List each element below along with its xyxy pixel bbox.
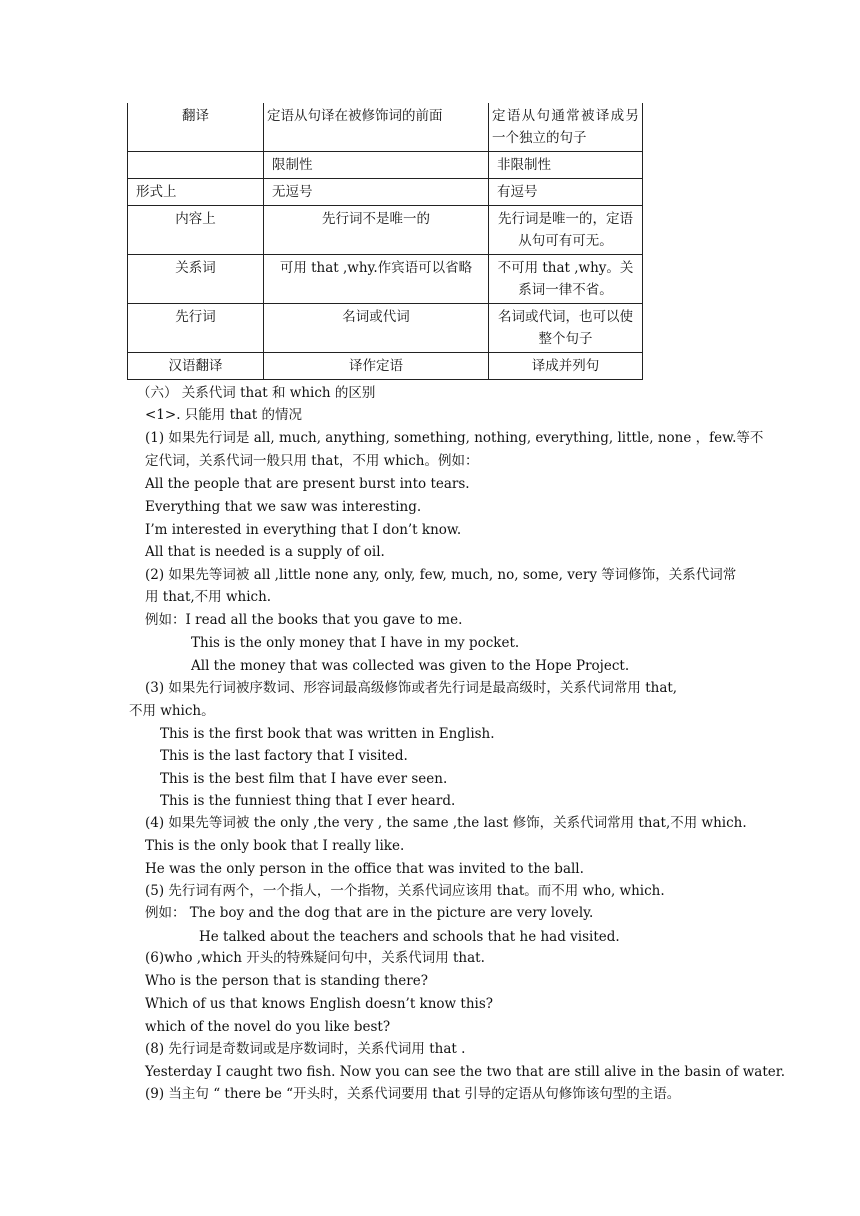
table-cell: 非限制性 xyxy=(489,152,643,179)
example-line: 例如：I read all the books that you gave to me. xyxy=(145,612,463,628)
table-cell: 定语从句译在被修饰词的前面 xyxy=(264,103,489,152)
table-cell: 定语从句通常被译成另一个独立的句子 xyxy=(489,103,643,152)
example-line: Everything that we saw was interesting. xyxy=(145,499,422,515)
subsection-heading: <1>. 只能用 that 的情况 xyxy=(145,407,302,423)
table-cell: 译成并列句 xyxy=(489,353,643,380)
table-cell: 内容上 xyxy=(128,206,264,255)
rule-line: (2) 如果先等词被 all ,little none any, only, few, much, no, some, very 等词修饰，关系代词常 xyxy=(145,567,737,583)
table-row xyxy=(128,103,643,152)
table-cell: 先行词是唯一的，定语从句可有可无。 xyxy=(489,206,643,255)
example-line: Who is the person that is standing there? xyxy=(145,973,428,989)
section-heading: （六） 关系代词 that 和 which 的区别 xyxy=(137,385,376,401)
example-line: 例如： The boy and the dog that are in the picture are very lovely. xyxy=(145,905,594,921)
rule-line: (3) 如果先行词被序数词、形容词最高级修饰或者先行词是最高级时，关系代词常用 that, xyxy=(145,680,678,696)
table-row xyxy=(128,206,643,255)
rule-line: (1) 如果先行词是 all, much, anything, something, nothing, everything, little, none ，few.等不 xyxy=(145,430,764,446)
table-cell: 形式上 xyxy=(128,179,264,206)
rule-line: (8) 先行词是奇数词或是序数词时，关系代词用 that . xyxy=(145,1041,466,1057)
table-cell: 不可用 that ,why。关系词一律不省。 xyxy=(489,255,643,304)
table-cell: 可用 that ,why.作宾语可以省略 xyxy=(264,255,489,304)
example-line: All the people that are present burst into tears. xyxy=(145,476,470,492)
table-cell: 名词或代词 xyxy=(264,304,489,353)
table-cell: 名词或代词，也可以使整个句子 xyxy=(489,304,643,353)
example-line: This is the only money that I have in my pocket. xyxy=(191,635,520,651)
example-line: I’m interested in everything that I don’t know. xyxy=(145,522,462,538)
rule-line: (5) 先行词有两个，一个指人，一个指物，关系代词应该用 that。而不用 who, which. xyxy=(145,883,665,899)
table-cell: 译作定语 xyxy=(264,353,489,380)
table-row xyxy=(128,353,643,380)
example-line: All that is needed is a supply of oil. xyxy=(145,544,385,560)
example-line: This is the only book that I really like. xyxy=(145,838,405,854)
example-line: This is the best film that I have ever seen. xyxy=(160,771,448,787)
rule-line: 定代词，关系代词一般只用 that，不用 which。例如： xyxy=(145,453,479,469)
example-line: This is the last factory that I visited. xyxy=(160,748,408,764)
table-row xyxy=(128,152,643,179)
table-cell: 无逗号 xyxy=(264,179,489,206)
rule-line: (6)who ,which 开头的特殊疑问句中，关系代词用 that. xyxy=(145,950,485,966)
table-row xyxy=(128,255,643,304)
table-cell: 翻译 xyxy=(128,103,264,152)
table-cell: 先行词不是唯一的 xyxy=(264,206,489,255)
example-line: Which of us that knows English doesn’t know this? xyxy=(145,996,494,1012)
example-line: Yesterday I caught two fish. Now you can see the two that are still alive in the basin of water. xyxy=(145,1064,786,1080)
table-cell: 关系词 xyxy=(128,255,264,304)
rule-line: 不用 which。 xyxy=(129,703,215,719)
example-line: This is the funniest thing that I ever heard. xyxy=(160,793,456,809)
example-line: which of the novel do you like best? xyxy=(145,1019,391,1035)
table-cell: 有逗号 xyxy=(489,179,643,206)
table-cell: 先行词 xyxy=(128,304,264,353)
table-row xyxy=(128,304,643,353)
table-cell: 限制性 xyxy=(264,152,489,179)
example-line: This is the first book that was written in English. xyxy=(160,726,495,742)
rule-line: 用 that,不用 which. xyxy=(145,589,272,605)
example-line: He talked about the teachers and schools that he had visited. xyxy=(199,929,620,945)
example-line: All the money that was collected was given to the Hope Project. xyxy=(191,658,630,674)
comparison-table xyxy=(127,103,643,380)
example-line: He was the only person in the office that was invited to the ball. xyxy=(145,861,584,877)
table-row xyxy=(128,179,643,206)
rule-line: (4) 如果先等词被 the only ,the very , the same ,the last 修饰，关系代词常用 that,不用 which. xyxy=(145,815,747,831)
table-cell: 汉语翻译 xyxy=(128,353,264,380)
table-cell xyxy=(128,152,264,179)
rule-line: (9) 当主句 “ there be “开头时，关系代词要用 that 引导的定语从句修饰该句型的主语。 xyxy=(145,1086,681,1102)
